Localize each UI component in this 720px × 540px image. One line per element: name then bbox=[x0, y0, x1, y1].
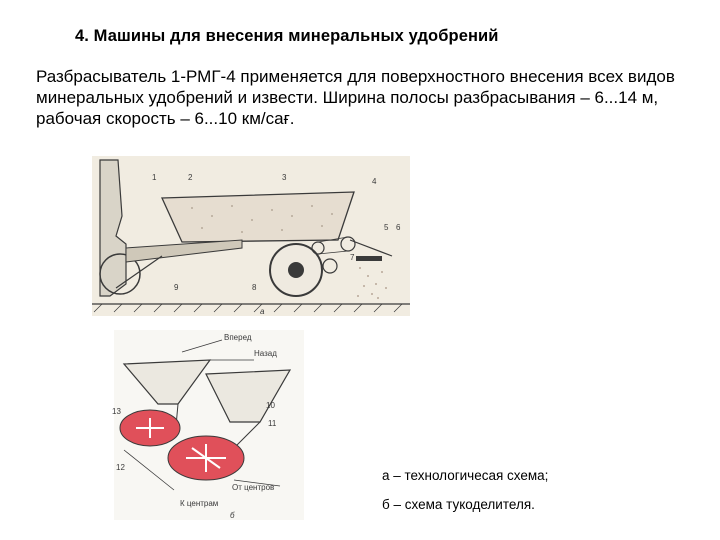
left-funnel bbox=[124, 360, 210, 404]
figure-b-label: б bbox=[230, 511, 235, 520]
callout-11: 11 bbox=[268, 419, 277, 428]
callout-3: 3 bbox=[282, 173, 287, 182]
rear-frame bbox=[350, 240, 392, 256]
sprocket bbox=[312, 242, 324, 254]
slide-title: 4. Машины для внесения минеральных удобрений bbox=[75, 27, 499, 45]
figure-b-drawing bbox=[114, 330, 304, 520]
figure-a-technological-scheme bbox=[92, 156, 410, 316]
figure-a-drawing bbox=[92, 156, 410, 316]
hopper bbox=[162, 192, 354, 242]
from-center-label: От центров bbox=[232, 483, 275, 492]
forward-label: Вперед bbox=[224, 333, 252, 342]
callout-6: 6 bbox=[396, 223, 401, 232]
slide-paragraph: Разбрасыватель 1-РМГ-4 применяется для поверхностного внесения всех видов минеральных удобрений и извести. Ширина полосы разбрасывания – 6...14 м, рабочая скорость – 6...10 км/сағ. bbox=[36, 67, 675, 128]
sprocket bbox=[341, 237, 355, 251]
to-center-label: К центрам bbox=[180, 499, 219, 508]
right-chute bbox=[234, 422, 260, 448]
ground-hatch bbox=[94, 304, 402, 312]
spreading-disc bbox=[356, 256, 382, 261]
right-funnel bbox=[206, 370, 290, 422]
sprocket bbox=[323, 259, 337, 273]
callout-10: 10 bbox=[266, 401, 275, 410]
back-label: Назад bbox=[254, 349, 277, 358]
cart-wheel-hub bbox=[288, 262, 304, 278]
callout-1: 1 bbox=[152, 173, 157, 182]
callout-12: 12 bbox=[116, 463, 125, 472]
callout-8: 8 bbox=[252, 283, 257, 292]
callout-7: 7 bbox=[350, 253, 355, 262]
caption-b: б – схема тукоделителя. bbox=[382, 497, 535, 512]
callout-5: 5 bbox=[384, 223, 389, 232]
caption-a: а – технологичесая схема; bbox=[382, 468, 549, 483]
figure-b-divider-scheme bbox=[114, 330, 304, 520]
spread-dots bbox=[357, 267, 387, 299]
figure-a-label: a bbox=[260, 307, 265, 316]
callout-4: 4 bbox=[372, 177, 377, 186]
callout-2: 2 bbox=[188, 173, 193, 182]
drawbar bbox=[126, 240, 242, 262]
callout-9: 9 bbox=[174, 283, 179, 292]
callout-13: 13 bbox=[112, 407, 121, 416]
tractor-body bbox=[100, 160, 126, 296]
